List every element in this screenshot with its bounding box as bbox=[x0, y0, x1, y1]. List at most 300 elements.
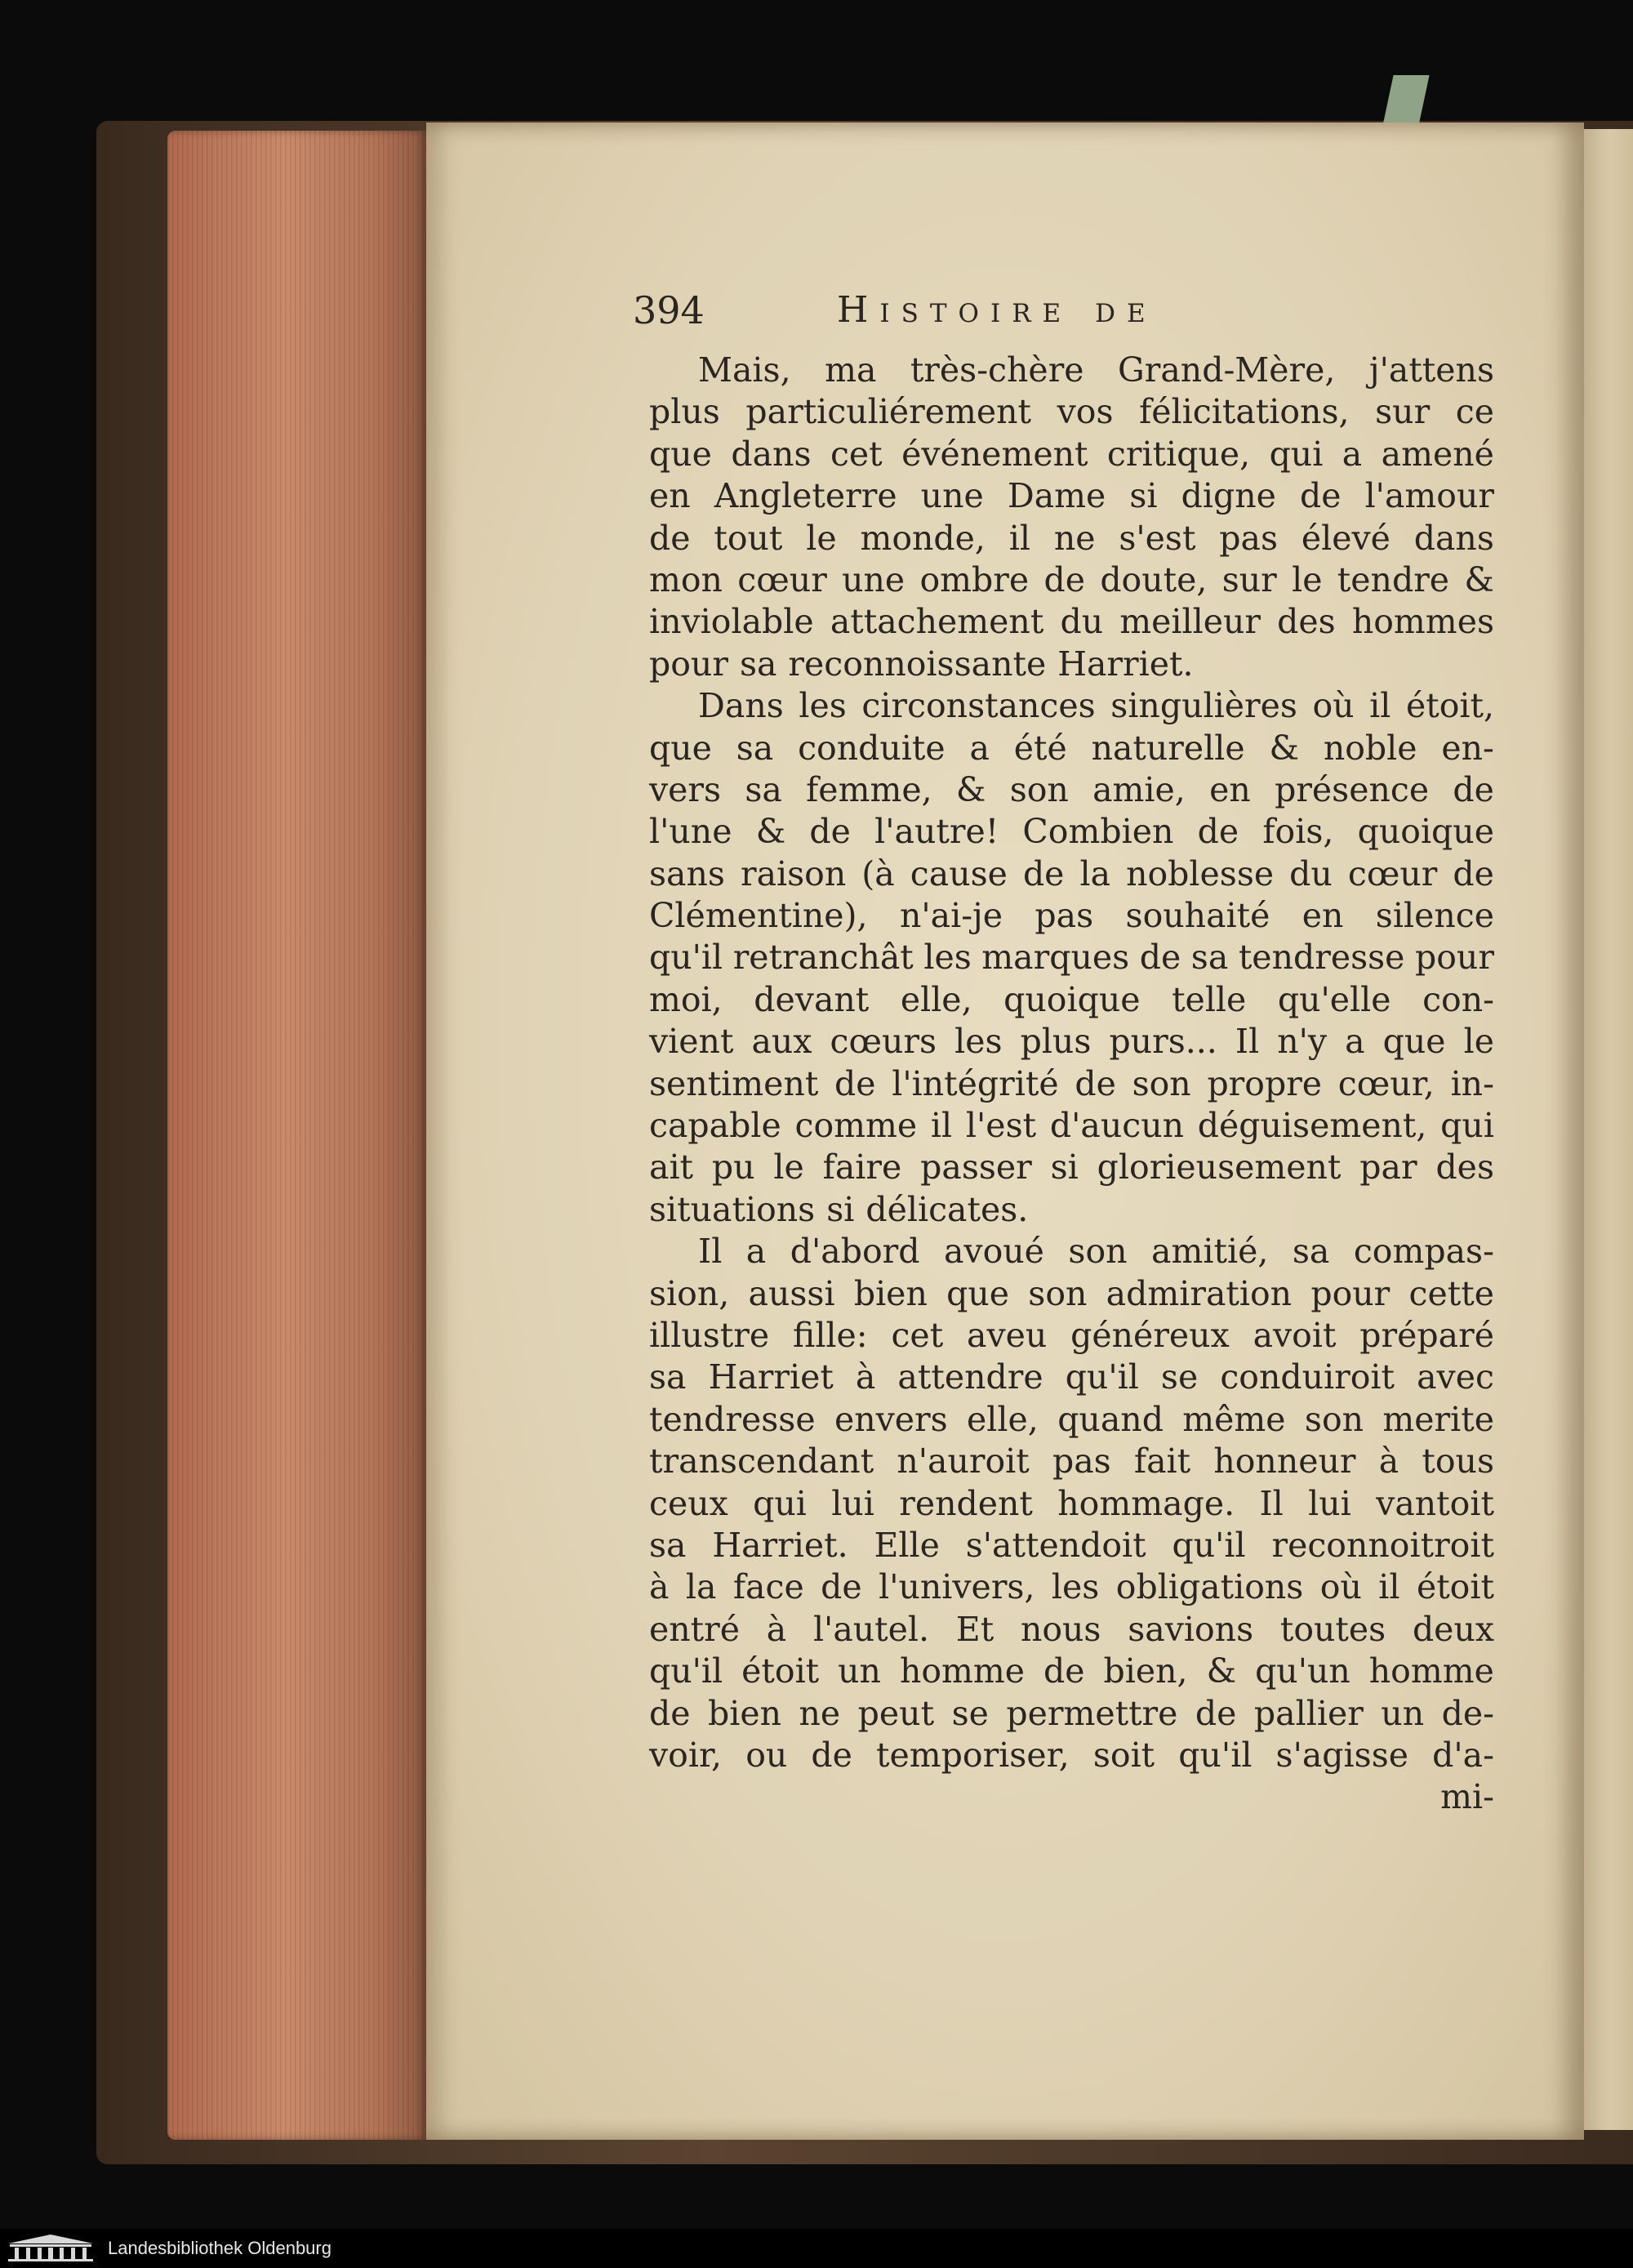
word: si bbox=[826, 1189, 855, 1229]
word: d'aucun bbox=[1049, 1106, 1184, 1146]
word: voir, bbox=[649, 1735, 723, 1775]
word: son bbox=[1009, 769, 1069, 809]
word: de bbox=[649, 1693, 691, 1733]
word: inviolable bbox=[649, 602, 814, 642]
word: a bbox=[1342, 434, 1363, 474]
word: sa bbox=[745, 769, 782, 809]
word: de bbox=[1022, 853, 1065, 893]
word: quoique bbox=[1003, 979, 1141, 1019]
word: le bbox=[773, 1147, 804, 1187]
word: la bbox=[1079, 853, 1111, 893]
word: bien bbox=[708, 1693, 782, 1733]
word: femme, bbox=[806, 769, 932, 809]
word: & bbox=[755, 812, 786, 852]
word: elle, bbox=[967, 1399, 1039, 1439]
word: souhaité bbox=[1125, 896, 1270, 936]
word: Dame bbox=[1007, 476, 1106, 516]
word: Elle bbox=[874, 1525, 940, 1565]
word: les bbox=[954, 1022, 1003, 1062]
word: en bbox=[1209, 769, 1251, 809]
word: transcendant bbox=[649, 1441, 874, 1482]
word: conduiroit bbox=[1220, 1357, 1395, 1397]
word: du bbox=[1060, 602, 1104, 642]
word: si bbox=[1129, 476, 1158, 516]
word: un bbox=[1381, 1693, 1425, 1733]
word: aveu bbox=[967, 1315, 1048, 1355]
word: compas- bbox=[1353, 1232, 1494, 1272]
word: vient bbox=[649, 1022, 734, 1062]
word: meilleur bbox=[1119, 602, 1261, 642]
word: en- bbox=[1441, 728, 1494, 768]
word: obligations bbox=[1115, 1567, 1304, 1607]
word: homme bbox=[1368, 1651, 1494, 1691]
word: présence bbox=[1275, 769, 1430, 809]
word: critique, bbox=[1106, 434, 1251, 474]
word: cœurs bbox=[830, 1022, 937, 1062]
word: a bbox=[1345, 1022, 1365, 1062]
word: passer bbox=[920, 1147, 1032, 1187]
word: plus bbox=[1020, 1022, 1092, 1062]
word: propre bbox=[1207, 1063, 1323, 1103]
word: étoit, bbox=[1405, 686, 1494, 726]
word: que bbox=[1382, 1022, 1446, 1062]
word: de bbox=[1139, 938, 1181, 978]
word: ceux bbox=[649, 1483, 728, 1523]
word: lui bbox=[831, 1483, 874, 1523]
word: amitié, bbox=[1151, 1232, 1269, 1272]
text-line bbox=[649, 601, 1494, 643]
word: qu'il bbox=[1065, 1357, 1139, 1397]
word: qu'un bbox=[1255, 1651, 1350, 1691]
word: l'autre! bbox=[874, 812, 999, 852]
library-building-icon bbox=[5, 2232, 96, 2263]
word: sans bbox=[649, 853, 725, 893]
word: de bbox=[809, 812, 851, 852]
text-line bbox=[649, 1735, 1494, 1776]
word: tout bbox=[714, 518, 783, 558]
word: envers bbox=[834, 1399, 948, 1439]
word: bien, bbox=[1103, 1651, 1188, 1691]
word: s'est bbox=[1119, 518, 1196, 558]
text-line bbox=[649, 1105, 1494, 1147]
word: fois, bbox=[1262, 812, 1334, 852]
word: a bbox=[969, 728, 990, 768]
word: à bbox=[766, 1609, 787, 1649]
word: son bbox=[1068, 1232, 1128, 1272]
text-line bbox=[649, 391, 1494, 433]
word: comme bbox=[794, 1106, 918, 1146]
word: de bbox=[1043, 559, 1085, 599]
word: sion, bbox=[649, 1273, 730, 1313]
word: d'a- bbox=[1432, 1735, 1494, 1775]
word: tendresse bbox=[649, 1399, 816, 1439]
word: par bbox=[1359, 1147, 1417, 1187]
word: sa bbox=[649, 1525, 687, 1565]
word: qu'il bbox=[649, 938, 723, 978]
word: événement bbox=[901, 434, 1088, 474]
word: ce bbox=[1455, 392, 1494, 432]
word: pour bbox=[1414, 938, 1494, 978]
word: sur bbox=[1221, 559, 1277, 599]
word: hommes bbox=[1351, 602, 1494, 642]
word: aussi bbox=[748, 1273, 835, 1313]
word: une bbox=[920, 476, 984, 516]
word: hommage. bbox=[1057, 1483, 1235, 1523]
word: silence bbox=[1375, 896, 1494, 936]
word: qu'il bbox=[1172, 1525, 1246, 1565]
word: ne bbox=[799, 1693, 841, 1733]
word: j'attens bbox=[1368, 350, 1494, 390]
word: telle bbox=[1172, 979, 1247, 1019]
text-line bbox=[649, 853, 1494, 895]
word: cet bbox=[830, 434, 883, 474]
word: situations bbox=[649, 1189, 816, 1229]
word: sa bbox=[1292, 1232, 1330, 1272]
text-line bbox=[649, 1315, 1494, 1357]
word: l'intégrité bbox=[892, 1063, 1059, 1103]
text-line bbox=[649, 1609, 1494, 1651]
word: que bbox=[649, 728, 712, 768]
word: étoit bbox=[1416, 1567, 1494, 1607]
word: Il bbox=[1235, 1022, 1260, 1062]
word: étoit bbox=[741, 1651, 820, 1691]
word: & bbox=[1464, 559, 1494, 599]
word: pas bbox=[1052, 1441, 1111, 1482]
word: cet bbox=[891, 1315, 944, 1355]
word: illustre bbox=[649, 1315, 770, 1355]
word: l'une bbox=[649, 812, 732, 852]
word: attendre bbox=[897, 1357, 1043, 1397]
word: pour bbox=[649, 644, 728, 684]
word: Il bbox=[1259, 1483, 1284, 1523]
word: il bbox=[1378, 1567, 1400, 1607]
word: il bbox=[930, 1106, 953, 1146]
word: été bbox=[1013, 728, 1067, 768]
word: très-chère bbox=[910, 350, 1084, 390]
word: honneur bbox=[1213, 1441, 1356, 1482]
word: dans bbox=[1413, 518, 1494, 558]
word: de bbox=[1453, 769, 1494, 809]
word: singulières bbox=[1110, 686, 1297, 726]
word: l'amour bbox=[1364, 476, 1494, 516]
word: de bbox=[1075, 1063, 1116, 1103]
word: con- bbox=[1422, 979, 1494, 1019]
word: généreux bbox=[1070, 1315, 1230, 1355]
catchword-line bbox=[649, 1776, 1494, 1818]
word: préparé bbox=[1359, 1315, 1494, 1355]
word: vos bbox=[1057, 392, 1114, 432]
word: savions bbox=[1128, 1609, 1254, 1649]
text-line bbox=[649, 1063, 1494, 1105]
word: cause bbox=[910, 853, 1008, 893]
word: ma bbox=[825, 350, 877, 390]
word: Harriet bbox=[708, 1357, 834, 1397]
word: pallier bbox=[1253, 1693, 1364, 1733]
word: n'ai-je bbox=[899, 896, 1003, 936]
word: que bbox=[946, 1273, 1010, 1313]
word: sa bbox=[649, 1357, 687, 1397]
word: à bbox=[1378, 1441, 1399, 1482]
word: monde, bbox=[860, 518, 986, 558]
word: Clémentine), bbox=[649, 896, 868, 936]
text-line bbox=[649, 644, 1494, 685]
text-line bbox=[649, 1399, 1494, 1441]
word: toutes bbox=[1279, 1609, 1386, 1649]
word: de bbox=[1453, 853, 1494, 893]
word: ou bbox=[745, 1735, 788, 1775]
word: cœur, bbox=[1337, 1063, 1435, 1103]
word: rendent bbox=[899, 1483, 1033, 1523]
word: amené bbox=[1381, 434, 1494, 474]
word: doute, bbox=[1100, 559, 1208, 599]
word: Harriet. bbox=[712, 1525, 848, 1565]
word: Harriet. bbox=[1057, 644, 1194, 684]
word: & bbox=[955, 769, 986, 809]
word: dans bbox=[731, 434, 812, 474]
word: moi, bbox=[649, 979, 723, 1019]
page-number: 394 bbox=[633, 288, 705, 332]
word: reconnoitroit bbox=[1271, 1525, 1494, 1565]
word: temporiser, bbox=[876, 1735, 1070, 1775]
word: vers bbox=[649, 769, 722, 809]
word: à bbox=[649, 1567, 670, 1607]
word: qui bbox=[1440, 1106, 1494, 1146]
word: du bbox=[1289, 853, 1333, 893]
word: en bbox=[649, 476, 691, 516]
word: son bbox=[1132, 1063, 1191, 1103]
word: s'attendoit bbox=[965, 1525, 1146, 1565]
word: élevé bbox=[1301, 518, 1390, 558]
word: pas bbox=[1219, 518, 1278, 558]
text-line bbox=[649, 1231, 1494, 1272]
word: avoué bbox=[943, 1232, 1044, 1272]
word: se bbox=[1160, 1357, 1199, 1397]
word: mon bbox=[649, 559, 723, 599]
word: reconnoissante bbox=[788, 644, 1047, 684]
word: délicates. bbox=[865, 1189, 1029, 1229]
word: ne bbox=[1053, 518, 1096, 558]
text-line bbox=[649, 1651, 1494, 1692]
word: glorieusement bbox=[1097, 1147, 1342, 1187]
text-line bbox=[649, 1357, 1494, 1398]
word: félicitations, bbox=[1139, 392, 1350, 432]
text-line bbox=[649, 434, 1494, 475]
word: bien bbox=[853, 1273, 928, 1313]
word: qu'il bbox=[649, 1651, 723, 1691]
word: il bbox=[1008, 518, 1031, 558]
word: sa bbox=[736, 728, 774, 768]
word: les bbox=[1051, 1567, 1100, 1607]
text-line bbox=[649, 1525, 1494, 1566]
word: particuliérement bbox=[745, 392, 1032, 432]
text-line bbox=[649, 937, 1494, 978]
word: tous bbox=[1422, 1441, 1494, 1482]
word: en bbox=[1302, 896, 1344, 936]
word: où bbox=[1319, 1567, 1362, 1607]
word: homme bbox=[899, 1651, 1026, 1691]
bookmark-ribbon bbox=[1382, 75, 1429, 126]
word: d'abord bbox=[790, 1232, 920, 1272]
word: conduite bbox=[798, 728, 946, 768]
word: vantoit bbox=[1376, 1483, 1494, 1523]
word: noble bbox=[1323, 728, 1417, 768]
text-line bbox=[649, 350, 1494, 391]
word: amie, bbox=[1092, 769, 1186, 809]
word: les bbox=[799, 686, 847, 726]
word: de bbox=[834, 1063, 876, 1103]
word: qui bbox=[753, 1483, 807, 1523]
word: qui bbox=[1269, 434, 1324, 474]
word: Combien bbox=[1022, 812, 1174, 852]
word: une bbox=[842, 559, 905, 599]
word: la bbox=[685, 1567, 717, 1607]
text-line bbox=[649, 559, 1494, 601]
word: Et bbox=[955, 1609, 994, 1649]
text-line bbox=[649, 895, 1494, 937]
text-line bbox=[649, 1441, 1494, 1482]
word: sur bbox=[1375, 392, 1431, 432]
word: même bbox=[1182, 1399, 1286, 1439]
page-edges bbox=[167, 131, 427, 2140]
library-name: Landesbibliothek Oldenburg bbox=[108, 2238, 331, 2258]
text-line bbox=[649, 1483, 1494, 1525]
word: sa bbox=[1190, 938, 1229, 978]
word: & bbox=[1269, 728, 1299, 768]
word: le bbox=[1292, 559, 1323, 599]
word: si bbox=[1050, 1147, 1079, 1187]
word: de bbox=[1043, 1651, 1085, 1691]
word: merite bbox=[1382, 1399, 1494, 1439]
text-line bbox=[649, 1189, 1494, 1231]
word: déguisement, bbox=[1197, 1106, 1427, 1146]
word: pas bbox=[1035, 896, 1094, 936]
word: des bbox=[1277, 602, 1336, 642]
word: l'autel. bbox=[812, 1609, 930, 1649]
word: le bbox=[806, 518, 837, 558]
word: n'auroit bbox=[897, 1441, 1030, 1482]
word: attachement bbox=[830, 602, 1044, 642]
word: de bbox=[821, 1567, 862, 1607]
word: soit bbox=[1092, 1735, 1155, 1775]
text-line bbox=[649, 1147, 1494, 1188]
word: capable bbox=[649, 1106, 781, 1146]
word: Mais, bbox=[698, 350, 791, 390]
text-line bbox=[649, 1273, 1494, 1315]
word: naturelle bbox=[1091, 728, 1245, 768]
word: sentiment bbox=[649, 1063, 819, 1103]
text-line bbox=[649, 1693, 1494, 1735]
word: circonstances bbox=[861, 686, 1096, 726]
word: elle, bbox=[900, 979, 972, 1019]
word: tendre bbox=[1337, 559, 1450, 599]
word: un bbox=[838, 1651, 881, 1691]
word: les bbox=[923, 938, 972, 978]
word: son bbox=[1028, 1273, 1088, 1313]
word: l'univers, bbox=[879, 1567, 1035, 1607]
word: raison bbox=[740, 853, 847, 893]
word: à bbox=[855, 1357, 876, 1397]
word: ait bbox=[649, 1147, 694, 1187]
word: avec bbox=[1417, 1357, 1494, 1397]
text-line bbox=[649, 728, 1494, 769]
word: Dans bbox=[698, 686, 784, 726]
word: permettre bbox=[1006, 1693, 1178, 1733]
word: il bbox=[1369, 686, 1391, 726]
word: de bbox=[649, 518, 691, 558]
word: Angleterre bbox=[714, 476, 897, 516]
word: où bbox=[1312, 686, 1355, 726]
word: tendresse bbox=[1238, 938, 1405, 978]
word: de bbox=[1195, 1693, 1237, 1733]
word: qu'il bbox=[1178, 1735, 1253, 1775]
word: ombre bbox=[919, 559, 1030, 599]
word: marques bbox=[981, 938, 1130, 978]
word: sa bbox=[739, 644, 777, 684]
word: nous bbox=[1020, 1609, 1101, 1649]
word: admiration bbox=[1106, 1273, 1293, 1313]
text-line bbox=[649, 769, 1494, 811]
word: noblesse bbox=[1126, 853, 1275, 893]
word: peut bbox=[857, 1693, 935, 1733]
word: deux bbox=[1412, 1609, 1494, 1649]
word: son bbox=[1304, 1399, 1364, 1439]
word: purs... bbox=[1109, 1022, 1217, 1062]
word: n'y bbox=[1277, 1022, 1328, 1062]
word: faire bbox=[822, 1147, 902, 1187]
text-line bbox=[649, 685, 1494, 727]
word: de bbox=[811, 1735, 852, 1775]
word: plus bbox=[649, 392, 720, 432]
word: se bbox=[951, 1693, 989, 1733]
word: cette bbox=[1408, 1273, 1494, 1313]
word: des bbox=[1435, 1147, 1494, 1187]
word: in- bbox=[1450, 1063, 1494, 1103]
word: cœur bbox=[737, 559, 827, 599]
text-line bbox=[649, 518, 1494, 559]
word: aux bbox=[751, 1022, 812, 1062]
word: s'agisse bbox=[1275, 1735, 1409, 1775]
word: digne bbox=[1181, 476, 1276, 516]
word: fait bbox=[1133, 1441, 1191, 1482]
body-text bbox=[649, 350, 1494, 1819]
word: le bbox=[1463, 1022, 1494, 1062]
word: pour bbox=[1310, 1273, 1390, 1313]
word: avoit bbox=[1253, 1315, 1337, 1355]
word: quoique bbox=[1357, 812, 1494, 852]
word: l'est bbox=[965, 1106, 1037, 1146]
word: retranchât bbox=[732, 938, 914, 978]
word: entré bbox=[649, 1609, 741, 1649]
word: (à bbox=[861, 853, 895, 893]
text-line bbox=[649, 1021, 1494, 1063]
word: de bbox=[1299, 476, 1342, 516]
word: lui bbox=[1308, 1483, 1351, 1523]
word: devant bbox=[754, 979, 870, 1019]
word: cœur bbox=[1347, 853, 1438, 893]
word: de- bbox=[1441, 1693, 1494, 1733]
word: de bbox=[1197, 812, 1239, 852]
word: Grand-Mère, bbox=[1118, 350, 1336, 390]
word: fille: bbox=[792, 1315, 868, 1355]
text-line bbox=[649, 811, 1494, 853]
word: que bbox=[649, 434, 712, 474]
page-header bbox=[633, 282, 1531, 339]
running-title: Histoire de bbox=[837, 289, 1157, 331]
word: & bbox=[1206, 1651, 1237, 1691]
text-line bbox=[649, 979, 1494, 1021]
word: qu'elle bbox=[1277, 979, 1391, 1019]
word: Il bbox=[698, 1232, 723, 1272]
